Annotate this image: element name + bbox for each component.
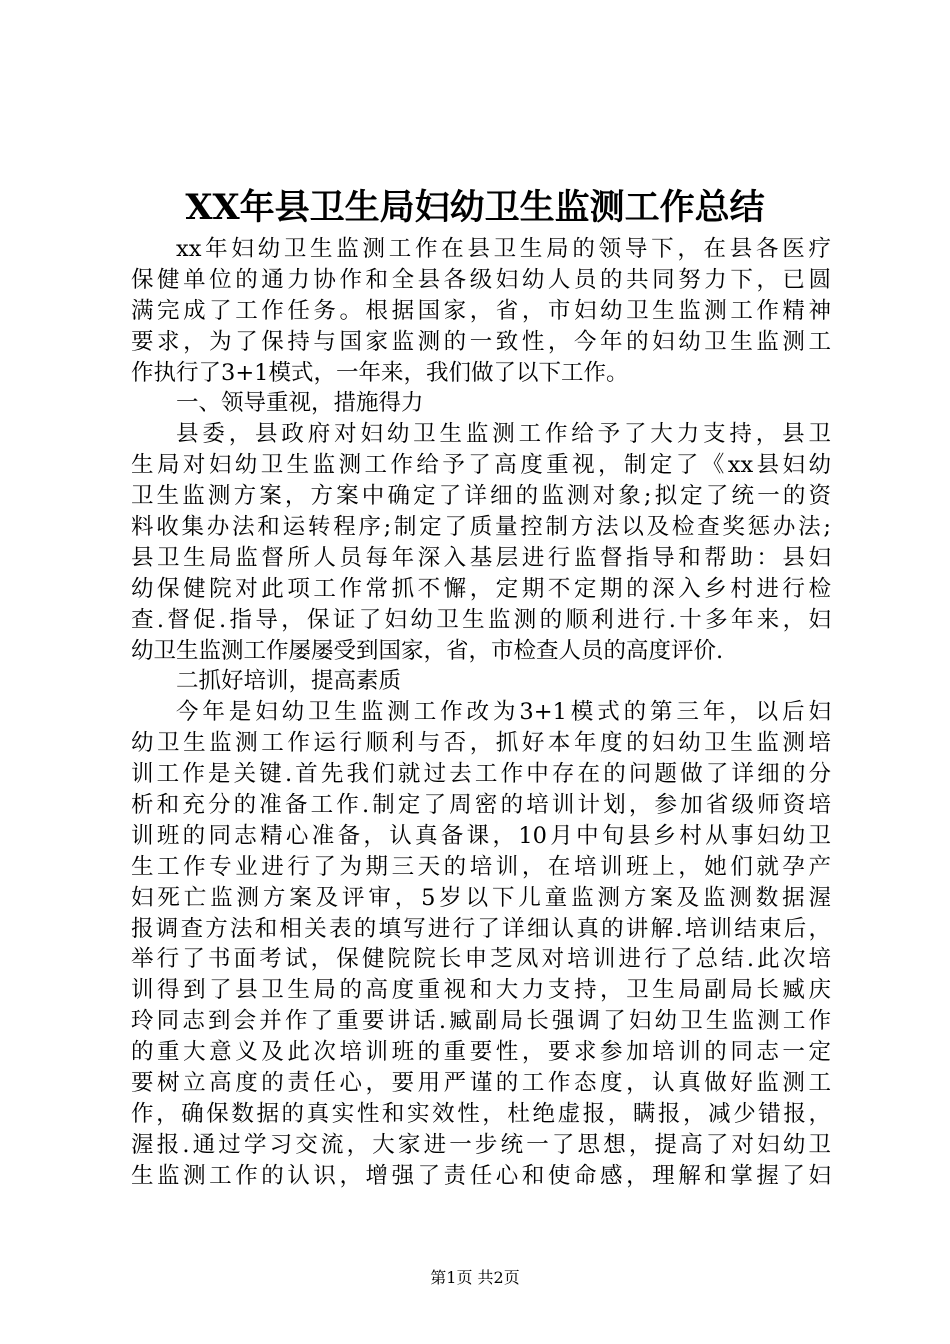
paragraph-line: 幼卫生监测工作屡屡受到国家，省，市检查人员的高度评价. — [131, 637, 724, 664]
paragraph-line: 作，确保数据的真实性和实效性，杜绝虚报，瞒报，减少错报， — [131, 1100, 831, 1127]
paragraph-line: 今年是妇幼卫生监测工作改为3+1模式的第三年，以后妇 — [176, 699, 831, 726]
paragraph-line: 举行了书面考试，保健院院长申芝凤对培训进行了总结.此次培 — [131, 946, 831, 973]
paragraph-line: 妇死亡监测方案及评审，5岁以下儿童监测方案及监测数据渥 — [131, 884, 831, 911]
paragraph-line: 析和充分的准备工作.制定了周密的培训计划，参加省级师资培 — [131, 792, 831, 819]
paragraph-line: 县卫生局监督所人员每年深入基层进行监督指导和帮助：县妇 — [131, 544, 831, 571]
paragraph-line: 训班的同志精心准备，认真备课，10月中旬县乡村从事妇幼卫 — [131, 822, 831, 849]
paragraph-line: 报调查方法和相关表的填写进行了详细认真的讲解.培训结束后， — [131, 915, 831, 942]
paragraph-line: xx年妇幼卫生监测工作在县卫生局的领导下，在县各医疗 — [176, 236, 831, 262]
paragraph-line: 幼卫生监测工作运行顺利与否，抓好本年度的妇幼卫生监测培 — [131, 730, 831, 757]
paragraph-line: 训得到了县卫生局的高度重视和大力支持，卫生局副局长臧庆 — [131, 977, 831, 1004]
paragraph-line: 玲同志到会并作了重要讲话.臧副局长强调了妇幼卫生监测工作 — [131, 1008, 831, 1035]
paragraph-line: 生监测工作的认识，增强了责任心和使命感，理解和掌握了妇 — [131, 1162, 831, 1189]
paragraph-line: 县委，县政府对妇幼卫生监测工作给予了大力支持，县卫 — [176, 421, 831, 448]
paragraph-line: 作执行了3+1模式，一年来，我们做了以下工作。 — [131, 359, 629, 386]
paragraph-line: 生局对妇幼卫生监测工作给予了高度重视，制定了《xx县妇幼 — [131, 452, 831, 479]
section-heading: 一、领导重视，措施得力 — [176, 390, 424, 417]
paragraph-line: 训工作是关键.首先我们就过去工作中存在的问题做了详细的分 — [131, 761, 831, 788]
paragraph-line: 要求，为了保持与国家监测的一致性，今年的妇幼卫生监测工 — [131, 328, 831, 355]
document-body — [131, 234, 831, 1192]
page-number-footer: 第1页 共2页 — [430, 1268, 520, 1287]
paragraph-line: 满完成了工作任务。根据国家，省，市妇幼卫生监测工作精神 — [131, 297, 831, 324]
paragraph-line: 幼保健院对此项工作常抓不懈，定期不定期的深入乡村进行检 — [131, 575, 831, 602]
section-heading: 二抓好培训，提高素质 — [176, 668, 402, 695]
paragraph-line: 卫生监测方案，方案中确定了详细的监测对象;拟定了统一的资 — [131, 483, 831, 510]
paragraph-line: 要树立高度的责任心，要用严谨的工作态度，认真做好监测工 — [131, 1070, 831, 1097]
paragraph-line: 的重大意义及此次培训班的重要性，要求参加培训的同志一定 — [131, 1039, 831, 1066]
paragraph-line: 生工作专业进行了为期三天的培训，在培训班上，她们就孕产 — [131, 853, 831, 880]
paragraph-line: 查.督促.指导，保证了妇幼卫生监测的顺利进行.十多年来，妇 — [131, 606, 831, 633]
paragraph-line: 料收集办法和运转程序;制定了质量控制方法以及检查奖惩办法; — [131, 514, 831, 541]
paragraph-line: 保健单位的通力协作和全县各级妇幼人员的共同努力下，已圆 — [131, 266, 831, 293]
paragraph-line: 渥报.通过学习交流，大家进一步统一了思想，提高了对妇幼卫 — [131, 1131, 831, 1158]
document-title: XX年县卫生局妇幼卫生监测工作总结 — [185, 187, 765, 228]
